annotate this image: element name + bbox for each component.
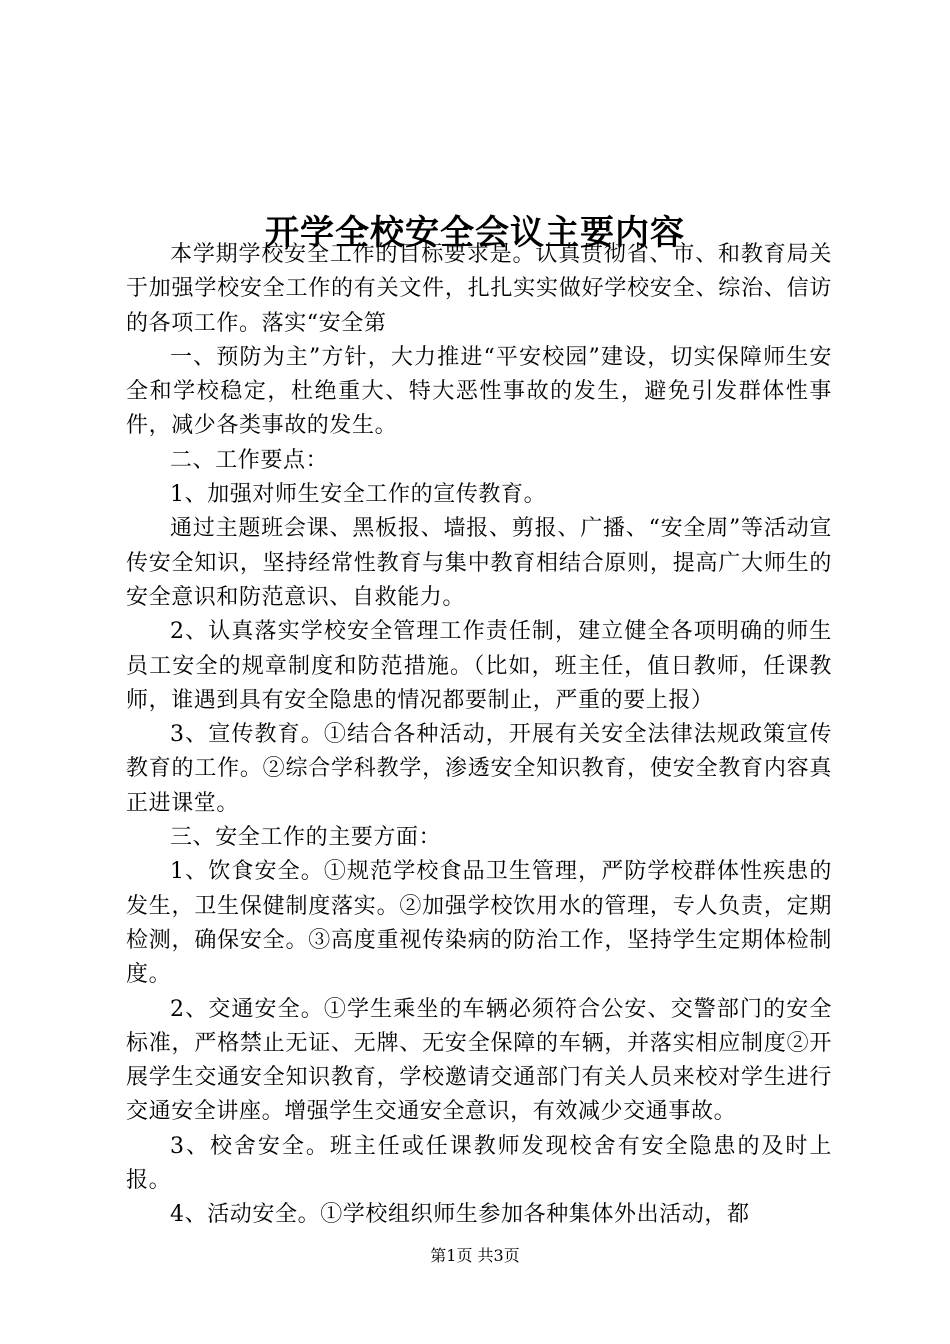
paragraph: 1、饮食安全。①规范学校食品卫生管理，严防学校群体性疾患的发生，卫生保健制度落实。②加强学校饮用水的管理，专人负责，定期检测，确保安全。③高度重视传染病的防治工作，坚持学生定期体检制度。 bbox=[126, 859, 832, 988]
paragraph: 3、宣传教育。①结合各种活动，开展有关安全法律法规政策宣传教育的工作。②综合学科教学，渗透安全知识教育，使安全教育内容真正进课堂。 bbox=[126, 722, 832, 816]
paragraph: 1、加强对师生安全工作的宣传教育。 bbox=[170, 482, 547, 508]
paragraph: 2、认真落实学校安全管理工作责任制，建立健全各项明确的师生员工安全的规章制度和防范措施。（比如，班主任，值日教师，任课教师，谁遇到具有安全隐患的情况都要制止，严重的要上报） bbox=[126, 619, 832, 713]
section-heading: 二、工作要点： bbox=[170, 447, 329, 473]
document-title: 开学全校安全会议主要内容 bbox=[265, 212, 685, 253]
section-heading: 三、安全工作的主要方面： bbox=[170, 825, 442, 851]
document-body bbox=[126, 238, 832, 1233]
paragraph: 2、交通安全。①学生乘坐的车辆必须符合公安、交警部门的安全标准，严格禁止无证、无牌、无安全保障的车辆，并落实相应制度②开展学生交通安全知识教育，学校邀请交通部门有关人员来校对学生进行交通安全讲座。增强学生交通安全意识，有效减少交通事故。 bbox=[126, 996, 832, 1125]
paragraph: 4、活动安全。①学校组织师生参加各种集体外出活动，都 bbox=[170, 1202, 750, 1228]
paragraph: 3、校舍安全。班主任或任课教师发现校舍有安全隐患的及时上报。 bbox=[126, 1133, 832, 1194]
paragraph: 通过主题班会课、黑板报、墙报、剪报、广播、“安全周”等活动宣传安全知识，坚持经常性教育与集中教育相结合原则，提高广大师生的安全意识和防范意识、自救能力。 bbox=[126, 516, 832, 610]
page-number-footer: 第1页 共3页 bbox=[430, 1246, 520, 1265]
paragraph: 本学期学校安全工作的目标要求是。认真贯彻省、市、和教育局关于加强学校安全工作的有关文件，扎扎实实做好学校安全、综治、信访的各项工作。落实“安全第 bbox=[126, 242, 832, 336]
paragraph: 一、预防为主”方针，大力推进“平安校园”建设，切实保障师生安全和学校稳定，杜绝重大、特大恶性事故的发生，避免引发群体性事件，减少各类事故的发生。 bbox=[126, 344, 832, 439]
